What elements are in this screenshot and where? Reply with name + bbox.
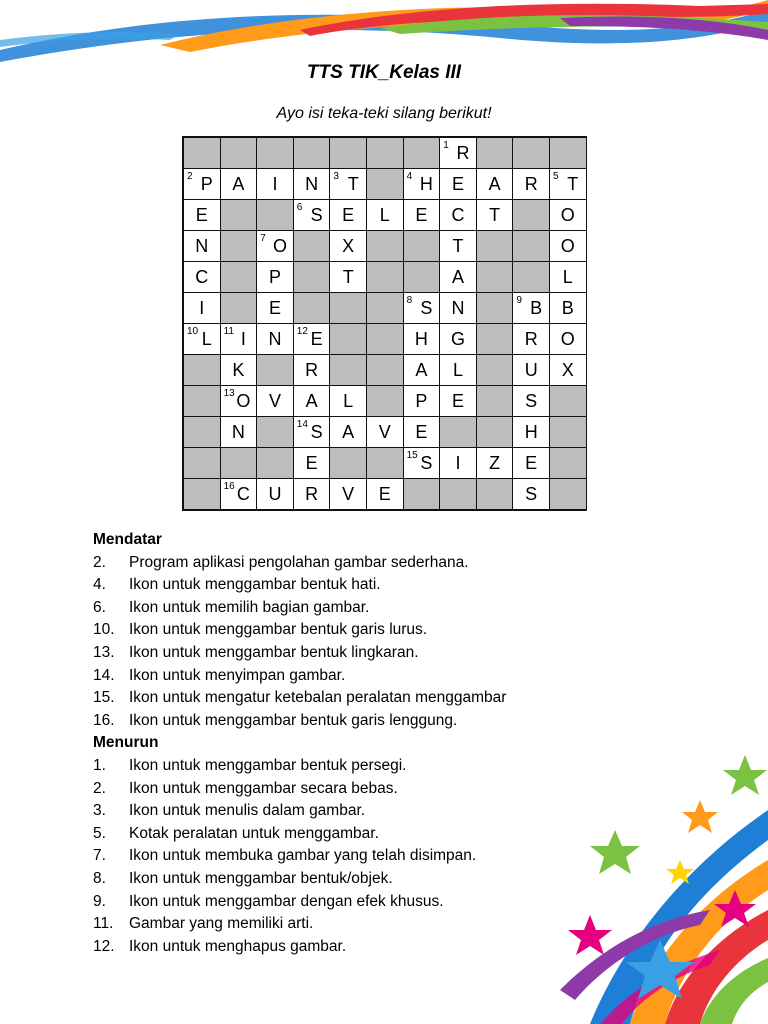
cell-number: 8 (406, 295, 413, 306)
grid-cell-black (403, 137, 441, 169)
clue-text: Ikon untuk mengatur ketebalan peralatan menggambar (129, 689, 507, 707)
clue-text: Ikon untuk menggambar bentuk hati. (129, 576, 381, 594)
grid-cell (366, 478, 404, 510)
cell-letter: E (451, 174, 464, 194)
clue-number: 14. (93, 666, 115, 684)
grid-cell (403, 385, 441, 417)
grid-cell-black (183, 385, 221, 417)
grid-cell (512, 416, 550, 448)
grid-cell-black (329, 354, 367, 386)
cell-letter: H (414, 329, 428, 349)
grid-cell-black (476, 137, 514, 169)
clue-number: 10. (93, 621, 115, 639)
cell-letter: X (561, 360, 574, 380)
grid-cell (183, 292, 221, 324)
cell-letter: C (236, 484, 250, 504)
cell-letter: A (488, 174, 501, 194)
cell-letter: U (268, 484, 282, 504)
grid-cell-black (183, 137, 221, 169)
grid-cell (512, 292, 550, 324)
clue-number: 4. (93, 576, 106, 594)
grid-cell (476, 168, 514, 200)
grid-cell-black (183, 354, 221, 386)
grid-cell (439, 354, 477, 386)
grid-cell-black (329, 323, 367, 355)
list-item (93, 823, 613, 846)
grid-cell-black (403, 478, 441, 510)
grid-cell (329, 230, 367, 262)
clue-text: Ikon untuk menyimpan gambar. (129, 666, 346, 684)
cell-number: 7 (260, 233, 266, 244)
grid-cell-black (366, 137, 404, 169)
cell-letter: B (561, 298, 574, 318)
clue-text: Ikon untuk menggambar secara bebas. (129, 779, 398, 797)
cell-number: 4 (406, 171, 413, 182)
grid-cell-black (476, 261, 514, 293)
grid-cell (293, 416, 331, 448)
grid-cell-black (366, 261, 404, 293)
clue-number: 2. (93, 553, 106, 571)
clue-number: 8. (93, 869, 106, 887)
grid-cell-black (293, 261, 331, 293)
grid-cell-black (366, 168, 404, 200)
cell-letter: A (232, 174, 245, 194)
clue-number: 1. (93, 756, 106, 774)
cell-letter: L (201, 329, 212, 349)
cell-letter: S (525, 484, 538, 504)
cell-letter: T (567, 174, 579, 194)
grid-cell-black (256, 354, 294, 386)
cell-letter: N (231, 422, 245, 442)
cell-letter: O (236, 391, 251, 411)
grid-cell-black (476, 292, 514, 324)
cell-number: 12 (296, 326, 308, 337)
cell-letter: R (524, 329, 538, 349)
clue-number: 5. (93, 824, 106, 842)
cell-number: 13 (223, 388, 235, 399)
grid-cell-black (549, 137, 587, 169)
grid-cell (512, 385, 550, 417)
grid-cell (256, 478, 294, 510)
grid-cell (183, 230, 221, 262)
clue-number: 2. (93, 779, 106, 797)
cell-letter: E (378, 484, 391, 504)
cell-letter: L (562, 267, 573, 287)
cell-letter: I (272, 174, 278, 194)
grid-cell-black (366, 323, 404, 355)
grid-cell (439, 447, 477, 479)
cell-letter: O (560, 329, 575, 349)
grid-cell-black (366, 230, 404, 262)
cell-letter: V (378, 422, 391, 442)
grid-cell-black (476, 416, 514, 448)
list-item (93, 913, 613, 936)
grid-cell (256, 261, 294, 293)
grid-cell (293, 385, 331, 417)
grid-cell (329, 199, 367, 231)
grid-cell (549, 199, 587, 231)
grid-cell (439, 323, 477, 355)
grid-cell (329, 416, 367, 448)
cell-letter: H (419, 174, 433, 194)
clue-text: Kotak peralatan untuk menggambar. (129, 824, 379, 842)
cell-letter: C (451, 205, 465, 225)
grid-cell (220, 323, 258, 355)
clue-text: Ikon untuk menggambar bentuk persegi. (129, 756, 407, 774)
clue-number: 13. (93, 643, 115, 661)
cell-letter: I (199, 298, 205, 318)
grid-cell (329, 261, 367, 293)
list-item (93, 936, 613, 959)
grid-cell (256, 168, 294, 200)
cell-number: 14 (296, 419, 308, 430)
cell-number: 2 (187, 171, 193, 182)
clue-text: Ikon untuk menggambar bentuk/objek. (129, 869, 393, 887)
grid-cell (403, 199, 441, 231)
clue-number: 16. (93, 711, 115, 729)
grid-cell-black (220, 199, 258, 231)
grid-cell (549, 230, 587, 262)
cell-letter: P (268, 267, 281, 287)
cell-letter: E (310, 329, 323, 349)
grid-cell (512, 354, 550, 386)
cell-letter: O (560, 236, 575, 256)
cell-letter: N (268, 329, 282, 349)
grid-cell-black (293, 137, 331, 169)
grid-cell (439, 261, 477, 293)
clue-number: 15. (93, 689, 115, 707)
grid-cell (439, 168, 477, 200)
list-item (93, 552, 613, 575)
grid-cell (366, 199, 404, 231)
list-item (93, 687, 613, 710)
grid-cell-black (476, 354, 514, 386)
grid-cell (220, 478, 258, 510)
grid-cell-black (512, 230, 550, 262)
cell-letter: N (195, 236, 209, 256)
grid-cell-black (183, 416, 221, 448)
crossword-grid (182, 136, 587, 511)
grid-cell (512, 168, 550, 200)
cell-letter: T (452, 236, 464, 256)
cell-letter: E (451, 391, 464, 411)
cell-letter: E (342, 205, 355, 225)
cell-letter: R (456, 143, 470, 163)
grid-cell (293, 323, 331, 355)
cell-letter: Z (489, 453, 501, 473)
grid-cell-black (256, 416, 294, 448)
list-item (93, 710, 613, 733)
grid-cell-black (183, 447, 221, 479)
list-item (93, 665, 613, 688)
cell-letter: B (530, 298, 543, 318)
grid-cell-black (476, 478, 514, 510)
grid-cell-black (329, 137, 367, 169)
grid-cell-black (403, 261, 441, 293)
grid-cell (403, 168, 441, 200)
grid-cell-black (512, 137, 550, 169)
grid-cell-black (366, 447, 404, 479)
grid-cell (549, 323, 587, 355)
grid-cell-black (293, 292, 331, 324)
grid-cell-black (476, 230, 514, 262)
clue-number: 7. (93, 847, 106, 865)
list-item (93, 845, 613, 868)
clue-text: Ikon untuk menghapus gambar. (129, 937, 347, 955)
list-item (93, 778, 613, 801)
cell-letter: T (489, 205, 501, 225)
grid-cell (329, 478, 367, 510)
cell-letter: T (342, 267, 354, 287)
grid-cell (403, 354, 441, 386)
cell-number: 3 (333, 171, 339, 182)
cell-letter: S (310, 205, 323, 225)
grid-cell-black (512, 261, 550, 293)
cell-letter: E (525, 453, 538, 473)
cell-letter: V (342, 484, 355, 504)
grid-cell (329, 385, 367, 417)
clue-list (93, 529, 613, 958)
menurun-list (93, 755, 613, 958)
grid-cell-black (183, 478, 221, 510)
cell-letter: N (451, 298, 465, 318)
grid-cell-black (366, 354, 404, 386)
grid-cell (183, 323, 221, 355)
mendatar-list (93, 552, 613, 733)
grid-cell-black (366, 292, 404, 324)
cell-letter: R (524, 174, 538, 194)
cell-letter: E (268, 298, 281, 318)
grid-cell (293, 199, 331, 231)
cell-letter: C (195, 267, 209, 287)
cell-letter: U (524, 360, 538, 380)
cell-letter: L (343, 391, 354, 411)
grid-cell-black (256, 199, 294, 231)
cell-letter: A (451, 267, 464, 287)
stars-decoration (560, 750, 768, 1024)
grid-cell-black (549, 478, 587, 510)
grid-cell (439, 292, 477, 324)
cell-letter: H (524, 422, 538, 442)
cell-letter: I (455, 453, 461, 473)
grid-cell-black (476, 323, 514, 355)
list-item (93, 597, 613, 620)
cell-letter: E (415, 205, 428, 225)
grid-cell (549, 261, 587, 293)
grid-cell (549, 354, 587, 386)
grid-cell (403, 323, 441, 355)
cell-letter: A (415, 360, 428, 380)
cell-letter: A (342, 422, 355, 442)
cell-letter: S (420, 453, 433, 473)
clue-text: Ikon untuk menggambar bentuk garis lurus. (129, 621, 428, 639)
grid-cell-black (366, 385, 404, 417)
grid-cell (403, 292, 441, 324)
grid-cell (220, 416, 258, 448)
cell-letter: A (305, 391, 318, 411)
cell-letter: R (305, 484, 319, 504)
grid-cell (220, 385, 258, 417)
grid-cell (439, 199, 477, 231)
cell-letter: L (452, 360, 463, 380)
list-item (93, 642, 613, 665)
cell-letter: S (525, 391, 538, 411)
clue-number: 3. (93, 802, 106, 820)
cell-letter: V (268, 391, 281, 411)
cell-number: 15 (406, 450, 418, 461)
mendatar-heading: Mendatar (93, 531, 162, 548)
grid-cell-black (220, 261, 258, 293)
cell-number: 10 (187, 326, 199, 337)
clue-text: Ikon untuk memilih bagian gambar. (129, 598, 370, 616)
cell-letter: E (305, 453, 318, 473)
grid-cell-black (439, 478, 477, 510)
grid-cell-black (220, 292, 258, 324)
cell-letter: P (415, 391, 428, 411)
grid-cell-black (549, 416, 587, 448)
list-item (93, 619, 613, 642)
grid-cell-black (329, 447, 367, 479)
grid-cell (549, 168, 587, 200)
grid-cell (293, 447, 331, 479)
grid-cell-black (256, 447, 294, 479)
list-item (93, 800, 613, 823)
grid-cell (293, 168, 331, 200)
cell-letter: O (560, 205, 575, 225)
grid-cell (256, 385, 294, 417)
cell-number: 16 (223, 481, 235, 492)
grid-cell (183, 261, 221, 293)
grid-cell (439, 230, 477, 262)
cell-letter: S (420, 298, 433, 318)
grid-cell-black (476, 385, 514, 417)
cell-letter: E (195, 205, 208, 225)
page-subtitle: Ayo isi teka-teki silang berikut! (276, 105, 492, 122)
cell-number: 1 (443, 140, 449, 151)
clue-number: 12. (93, 937, 115, 955)
cell-letter: G (450, 329, 465, 349)
grid-cell (403, 447, 441, 479)
grid-cell (293, 354, 331, 386)
grid-cell (220, 354, 258, 386)
grid-cell (183, 168, 221, 200)
cell-letter: R (305, 360, 319, 380)
grid-cell-black (403, 230, 441, 262)
grid-cell (476, 199, 514, 231)
grid-cell (439, 137, 477, 169)
list-item (93, 574, 613, 597)
grid-cell (256, 292, 294, 324)
list-item (93, 868, 613, 891)
grid-cell-black (293, 230, 331, 262)
cell-number: 5 (553, 171, 559, 182)
cell-letter: L (379, 205, 390, 225)
cell-letter: K (232, 360, 245, 380)
clue-text: Gambar yang memiliki arti. (129, 915, 314, 933)
grid-cell (220, 168, 258, 200)
cell-number: 11 (223, 326, 234, 337)
grid-cell (329, 168, 367, 200)
clue-text: Ikon untuk menulis dalam gambar. (129, 802, 366, 820)
grid-cell-black (439, 416, 477, 448)
grid-cell (183, 199, 221, 231)
grid-cell (403, 416, 441, 448)
cell-letter: S (310, 422, 323, 442)
grid-cell-black (329, 292, 367, 324)
grid-cell-black (256, 137, 294, 169)
cell-letter: E (415, 422, 428, 442)
grid-cell (512, 478, 550, 510)
grid-cell-black (512, 199, 550, 231)
grid-cell (549, 292, 587, 324)
clue-number: 11. (93, 915, 114, 933)
page-title: TTS TIK_Kelas III (306, 62, 462, 83)
clue-text: Ikon untuk membuka gambar yang telah disimpan. (129, 847, 477, 865)
grid-cell-black (549, 447, 587, 479)
cell-letter: P (200, 174, 213, 194)
list-item (93, 755, 613, 778)
cell-letter: N (305, 174, 319, 194)
menurun-heading: Menurun (93, 734, 159, 752)
clue-text: Ikon untuk menggambar bentuk garis lenggung. (129, 711, 458, 729)
grid-cell (366, 416, 404, 448)
grid-cell-black (220, 137, 258, 169)
clue-text: Program aplikasi pengolahan gambar sederhana. (129, 553, 469, 571)
grid-cell (256, 230, 294, 262)
cell-number: 9 (516, 295, 522, 306)
cell-letter: O (272, 236, 287, 256)
grid-cell (512, 323, 550, 355)
grid-cell-black (549, 385, 587, 417)
grid-cell (439, 385, 477, 417)
list-item (93, 891, 613, 914)
cell-letter: I (240, 329, 246, 349)
grid-cell-black (220, 230, 258, 262)
grid-cell (476, 447, 514, 479)
grid-cell (512, 447, 550, 479)
grid-cell-black (220, 447, 258, 479)
grid-cell (293, 478, 331, 510)
cell-number: 6 (296, 202, 303, 213)
cell-letter: T (347, 174, 359, 194)
grid-cell (256, 323, 294, 355)
clue-text: Ikon untuk menggambar bentuk lingkaran. (129, 643, 419, 661)
clue-number: 9. (93, 892, 106, 910)
clue-text: Ikon untuk menggambar dengan efek khusus. (129, 892, 444, 910)
clue-number: 6. (93, 598, 106, 616)
cell-letter: X (342, 236, 355, 256)
